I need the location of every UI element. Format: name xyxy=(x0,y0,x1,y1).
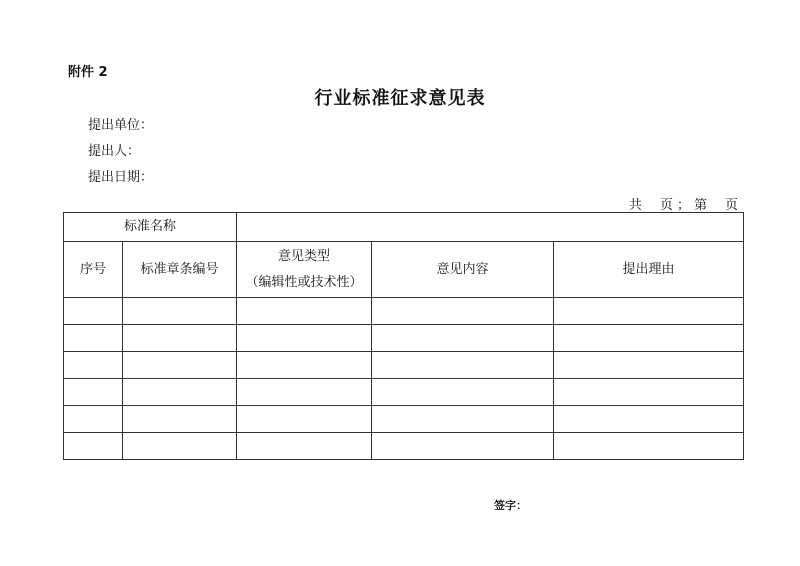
submitter-label: 提出人： xyxy=(88,144,141,159)
cell-content[interactable] xyxy=(372,298,554,325)
cell-seq[interactable] xyxy=(64,298,123,325)
cell-seq[interactable] xyxy=(64,352,123,379)
table-row xyxy=(64,298,744,325)
header-clause: 标准章条编号 xyxy=(123,242,237,298)
header-type-line1: 意见类型 xyxy=(278,248,331,264)
table-row xyxy=(64,379,744,406)
cell-type[interactable] xyxy=(237,433,372,460)
table-row xyxy=(64,325,744,352)
signature-label: 签字： xyxy=(494,499,527,512)
cell-type[interactable] xyxy=(237,298,372,325)
header-row xyxy=(64,242,744,298)
page-total-label: 共 xyxy=(628,198,642,213)
header-type-line2: （编辑性或技术性） xyxy=(245,274,363,290)
page-unit-label: 页 xyxy=(659,198,673,213)
cell-clause[interactable] xyxy=(123,325,237,352)
cell-clause[interactable] xyxy=(123,406,237,433)
cell-clause[interactable] xyxy=(123,379,237,406)
comment-form-table xyxy=(63,212,744,460)
attachment-label: 附件 2 xyxy=(68,65,108,80)
header-reason: 提出理由 xyxy=(554,242,744,298)
page-separator: ； xyxy=(676,198,690,213)
header-seq: 序号 xyxy=(64,242,123,298)
standard-name-label: 标准名称 xyxy=(64,213,237,242)
cell-content[interactable] xyxy=(372,352,554,379)
page-number-label: 第 xyxy=(693,198,707,213)
page-count xyxy=(629,194,738,213)
cell-seq[interactable] xyxy=(64,406,123,433)
standard-name-row xyxy=(64,213,744,242)
cell-type[interactable] xyxy=(237,406,372,433)
cell-clause[interactable] xyxy=(123,352,237,379)
cell-seq[interactable] xyxy=(64,379,123,406)
standard-name-field[interactable] xyxy=(237,213,744,242)
cell-content[interactable] xyxy=(372,433,554,460)
cell-reason[interactable] xyxy=(554,406,744,433)
cell-type[interactable] xyxy=(237,352,372,379)
header-type xyxy=(237,242,372,298)
cell-clause[interactable] xyxy=(123,433,237,460)
table-row xyxy=(64,352,744,379)
cell-type[interactable] xyxy=(237,325,372,352)
cell-reason[interactable] xyxy=(554,352,744,379)
table-row xyxy=(64,406,744,433)
cell-clause[interactable] xyxy=(123,298,237,325)
document-title: 行业标准征求意见表 xyxy=(314,88,486,109)
cell-reason[interactable] xyxy=(554,433,744,460)
cell-reason[interactable] xyxy=(554,379,744,406)
cell-reason[interactable] xyxy=(554,325,744,352)
cell-type[interactable] xyxy=(237,379,372,406)
cell-seq[interactable] xyxy=(64,325,123,352)
header-content: 意见内容 xyxy=(372,242,554,298)
cell-seq[interactable] xyxy=(64,433,123,460)
cell-content[interactable] xyxy=(372,406,554,433)
cell-content[interactable] xyxy=(372,325,554,352)
cell-content[interactable] xyxy=(372,379,554,406)
cell-reason[interactable] xyxy=(554,298,744,325)
submission-date-label: 提出日期： xyxy=(88,170,154,185)
page-unit-label-2: 页 xyxy=(724,198,738,213)
submitting-unit-label: 提出单位： xyxy=(88,118,154,133)
table-row xyxy=(64,433,744,460)
